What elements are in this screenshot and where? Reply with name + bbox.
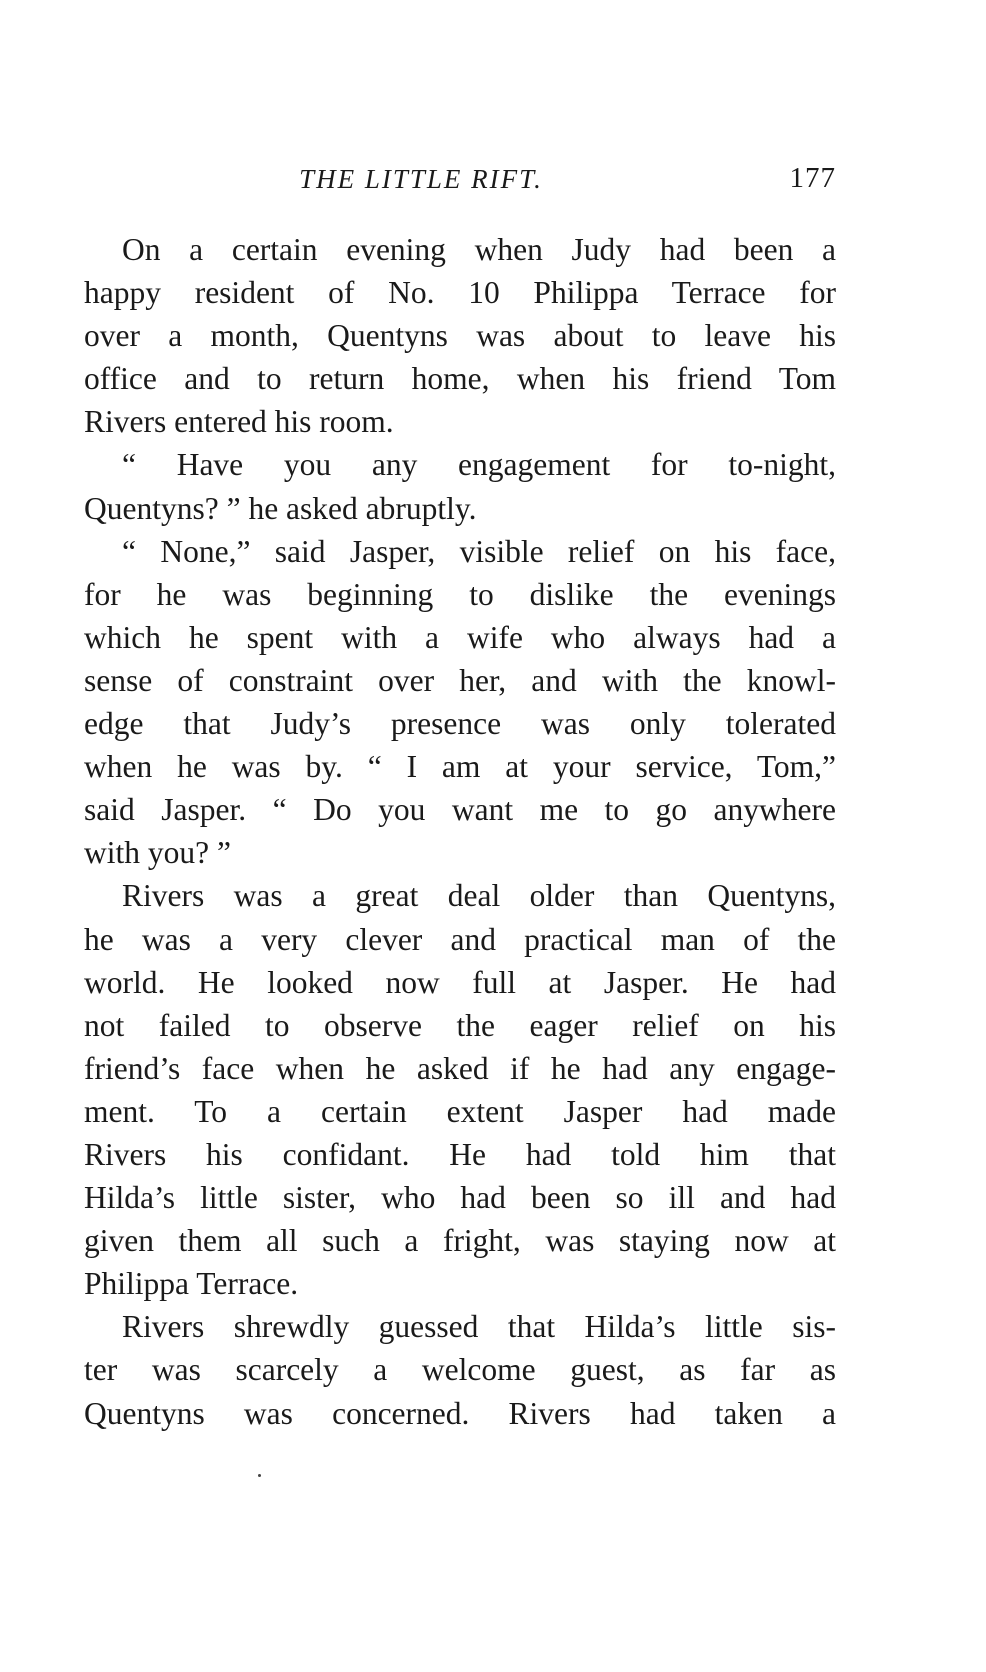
text-line: Quentyns was concerned. Rivers had taken a — [84, 1395, 836, 1431]
text-line: Rivers shrewdly guessed that Hilda’s little sis- — [122, 1309, 836, 1345]
page-number: 177 — [789, 162, 836, 194]
text-line: sense of constraint over her, and with the knowl- — [84, 662, 836, 698]
text-line: world. He looked now full at Jasper. He had — [84, 964, 836, 1000]
text-line: he was a very clever and practical man of the — [84, 921, 836, 957]
text-line: happy resident of No. 10 Philippa Terrace for — [84, 275, 836, 311]
running-head — [84, 160, 836, 200]
text-line: over a month, Quentyns was about to leave his — [84, 318, 836, 354]
text-line: “ Have you any engagement for to-night, — [122, 447, 836, 483]
running-title: THE LITTLE RIFT. — [299, 164, 543, 194]
text-line: friend’s face when he asked if he had any engage- — [84, 1050, 836, 1086]
text-line: Rivers his confidant. He had told him that — [84, 1136, 836, 1172]
text-line: office and to return home, when his friend Tom — [84, 361, 836, 397]
text-line: ter was scarcely a welcome guest, as far as — [84, 1352, 836, 1388]
text-line: which he spent with a wife who always had a — [84, 619, 836, 655]
text-line: given them all such a fright, was staying now at — [84, 1223, 836, 1259]
text-line: Rivers was a great deal older than Quentyns, — [122, 878, 836, 914]
text-line: for he was beginning to dislike the evenings — [84, 576, 836, 612]
text-line: not failed to observe the eager relief on his — [84, 1007, 836, 1043]
print-speck — [258, 1474, 261, 1477]
text-line: when he was by. “ I am at your service, Tom,” — [84, 749, 836, 785]
text-line: Rivers entered his room. — [84, 404, 394, 440]
text-line: On a certain evening when Judy had been a — [122, 232, 836, 267]
text-line: with you? ” — [84, 835, 231, 871]
text-line: ment. To a certain extent Jasper had made — [84, 1093, 836, 1129]
text-line: edge that Judy’s presence was only tolerated — [84, 706, 836, 742]
body-text — [84, 228, 836, 1435]
text-line: “ None,” said Jasper, visible relief on his face, — [122, 533, 836, 569]
text-line: Philippa Terrace. — [84, 1266, 299, 1302]
text-line: Hilda’s little sister, who had been so ill and had — [84, 1180, 836, 1216]
text-line: Quentyns? ” he asked abruptly. — [84, 490, 477, 526]
text-line: said Jasper. “ Do you want me to go anywhere — [84, 792, 836, 828]
